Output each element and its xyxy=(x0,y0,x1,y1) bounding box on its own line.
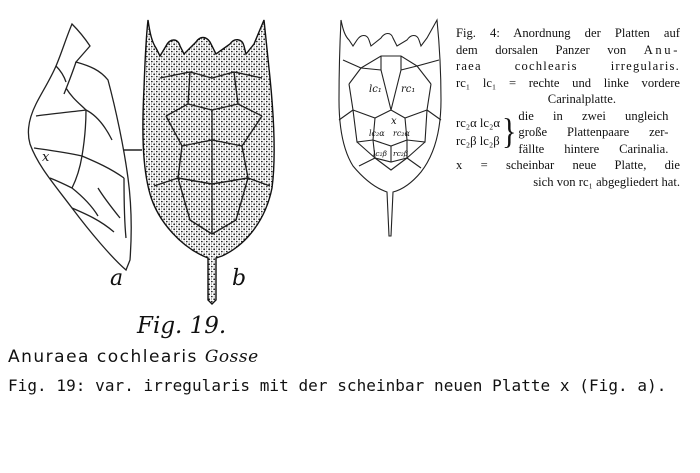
species-author: Gosse xyxy=(204,347,259,367)
plate-label-rc2a: rc₂α xyxy=(393,129,410,138)
figure-number-label: Fig. 19. xyxy=(137,313,227,339)
caption-brace-block xyxy=(456,108,680,158)
caption-line-4: rc₁ lc₁ = rechte und linke vordere xyxy=(456,75,680,90)
caption-brace-right xyxy=(518,108,668,158)
brace-symbol: } xyxy=(502,111,517,152)
figure-a-label: a xyxy=(110,266,124,291)
plate-label-lc1: lc₁ xyxy=(369,84,382,95)
figure-19-caption: Fig. 19: var. irregularis mit der scheinbar neuen Platte x (Fig. a). xyxy=(8,376,667,395)
caption-line-3: raea cochlearis irregularis. xyxy=(456,59,680,73)
brace-left-top: rc₂α lc₂α xyxy=(456,116,500,131)
plate-label-lc2a: lc₂α xyxy=(369,129,385,138)
plate-label-lc2b: lc₂β xyxy=(373,149,387,158)
caption-line-5: Carinalplatte. xyxy=(547,92,616,106)
brace-right-3: fällte hintere Carinalia. xyxy=(518,141,669,156)
caption-line-10: sich von rc₁ abgegliedert hat. xyxy=(533,174,680,189)
plate-label-rc2b: rc₂β xyxy=(393,149,409,158)
species-name: Anuraea cochlearis xyxy=(8,347,198,367)
figure-b-drawing xyxy=(138,8,288,308)
figure-4-plate-diagram xyxy=(335,10,447,238)
figure-4-caption xyxy=(456,25,680,190)
caption-line-1: Fig. 4: Anordnung der Platten auf xyxy=(456,26,680,40)
caption-line-2-text: dem dorsalen Panzer von xyxy=(456,42,627,57)
figure-b-label: b xyxy=(232,266,247,291)
brace-right-1: die in zwei ungleich xyxy=(518,108,669,123)
brace-left-bottom: rc₂β lc₂β xyxy=(456,134,500,149)
caption-brace-left xyxy=(456,114,500,150)
figure-a-x-label: x xyxy=(42,150,50,165)
plate-label-rc1: rc₁ xyxy=(401,84,416,95)
brace-right-2: große Plattenpaare zer- xyxy=(518,125,669,139)
caption-line-2-species: Anu- xyxy=(643,42,680,57)
species-title xyxy=(8,347,259,367)
plate-label-x: x xyxy=(391,116,397,127)
caption-line-9: x = scheinbar neue Platte, die xyxy=(456,158,680,172)
caption-line-2 xyxy=(456,42,680,59)
